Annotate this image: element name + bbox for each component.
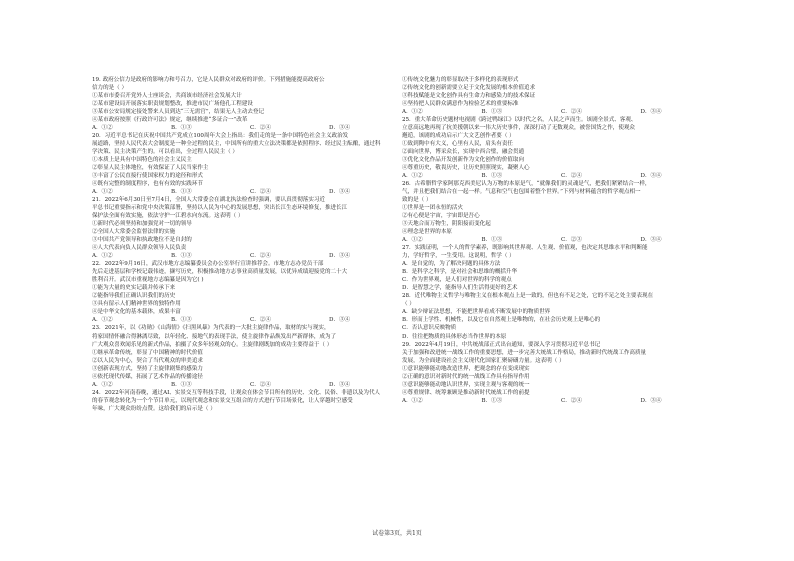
answer-option: B．①③ [171,317,192,324]
text-line: 将家国情怀融合得淋漓尽致，以年轻化、接地气的表现手法，使主旋律作品焕发出严新群体，成为了 [92,333,337,340]
text-line: ①意识能够能动地改造世界，把观念的存在变成现实 [402,365,530,372]
text-line: ①某市市委召开党外人士座谈会，共商该市经济社会发展大计 [92,93,242,100]
text-line: C．作为世界观，是人们对世界的科学的观点 [402,277,512,284]
text-line: ①能为大量的史实记载并传承下来 [92,285,176,292]
answer-option: A．①② [92,189,113,196]
text-line: ②能指导我们正确认识我们的历史 [92,293,176,300]
answer-option: A．①② [92,253,113,260]
text-line: 25．重大革命历史题材电视剧《跨过鸭绿江》以时代之名，人民之声而生。该剧全景式、客观、 [402,117,637,124]
answer-options [92,124,408,132]
answer-options [402,236,720,244]
answer-options [92,252,408,260]
text-line: ②某市建设局开展落实职责规划整改，推进市民广场他孔工程建设 [92,101,253,108]
text-line: 先后走进基层和学校记载伟迹，撷写历史，积极推动地方志事业高质量发展，以优异成绩迎接党的二十大 [92,269,348,276]
answer-option: A．①② [92,317,113,324]
text-line: 21．2022年6月30日至7月4日，全国人大常委会在湖北执法检查时强调，要认真贯彻落实习近 [92,197,325,204]
answer-options [92,381,408,389]
text-line: 立意高远地再现了抗美援朝以来一伟大历史事件，深深打动了无数观众，被誉国货之作，使观众 [402,125,635,132]
text-line: 22．2022年9月16日，武汉市地方志编纂委员会办公室举行宣讲推荐会。市地方志办党员干部 [92,261,324,268]
text-line: 关于加强和改进统一战线工作的重要思想，进一步完善大统战工作格局，推动新时代统战工作高质量 [402,349,647,356]
answer-option: B．①③ [481,109,503,116]
text-line: 致的是（ ） [402,197,432,204]
answer-option: A．①② [402,173,423,180]
answer-option: C．②④ [561,173,582,180]
text-line: ③优化文化作品开发创新作为文化创作的价值取向 [402,157,525,164]
answer-option: A．①② [402,237,423,244]
text-line: ①新时代必须坚持和加强党对一切的领导 [92,221,192,228]
answer-option: B．①③ [171,125,192,132]
text-line: （ ） [402,301,415,308]
text-line: 的春节观念转化为一个个节目单元，以现代观念和实景交互组合的方式进行节目场景化，让人穿越时空感受 [92,397,353,404]
text-line: ②正确的意识对新时代的统一战线工作具有指导作用 [402,373,530,380]
text-line: ③科技赋能是文化创作具有生命力和感染力的技术保证 [402,93,536,100]
answer-option: C．②④ [561,397,582,404]
text-line: 展道路，坚持人民代表大会制度是一种全过程的民主，中国所有的重大立法决策都是依照程序、经过民主酝酿，通过科 [92,141,381,148]
text-line: A．是自觉的，为了解决问题的具体方法 [402,261,501,268]
answer-option: B．①③ [171,253,192,260]
text-line: 发展，为全面建设社会主义现代化国家汇聚磅礴力量。这表明（ ） [402,357,565,364]
text-line: 28．近代唯物主义哲学与唯物主义在根本观点上是一致的，但也有不足之处，它的不足之处主要表现在 [402,293,654,300]
text-line: ④尊重规律、统筹兼顾是推动新时代统战工作的前提 [402,389,530,396]
answer-option: D．③④ [329,381,351,388]
text-line: A．缺少辩证法思想，不能把世界看成不断发展中的物质世界 [402,309,551,316]
answer-option: D．③④ [329,189,351,196]
text-line: ①传统文化魅力的彰显取决于多样化的表现形式 [402,77,519,83]
text-line: 学决策、民主决策产生的。可以看出，全过程人民民主（ ） [92,149,238,156]
answer-option: B．①③ [481,397,503,404]
text-line: B．是科学之科学，是对社会和思维的概括升华 [402,269,518,276]
text-line: ②以人民为中心，契合了当代观众的审美追求 [92,357,203,364]
text-line: C．否认意识反映物质 [402,325,457,332]
answer-option: C．②④ [250,317,271,324]
answer-option: D．③④ [640,173,662,180]
answer-option: B．①③ [481,173,503,180]
text-line: ②面向世界，博采众长，实现中西合璧，融会贯通 [402,149,525,156]
answer-option: A．①② [92,125,113,132]
answer-options [402,108,720,116]
answer-option: A．①② [402,109,423,116]
text-line: ④依托现代传媒，拓展了艺术作品的传播途径 [92,373,203,380]
text-line: ①本质上是具有中国特色的社会主义民主 [92,157,192,164]
text-line: 广大观众喜欢闻乐见的新式作品，拍摄了众多年轻观众的心。主旋律剧既加的成功主要得益于（ ） [92,341,333,348]
text-line: ④是中华文化的基本载体，成果丰富 [92,309,181,316]
text-line: 力，学好哲学，一生受用。这说明，哲学（ ） [402,253,515,260]
answer-option: B．①③ [481,237,503,244]
text-line: 20．习近平总书记在庆祝中国共产党成立100周年大会上指出：我们走的是一条中国特色社会主义政治发 [92,133,349,140]
text-line: ④理念是世界的本原 [402,229,452,236]
text-line: ①继承革命传统，彰显了中国精神的时代价值 [92,349,203,356]
text-line: ④坚持把人民群众满意作为检验艺术的重要标准 [402,101,519,108]
answer-option: C．②④ [250,125,271,132]
answer-option: D．③④ [640,397,662,404]
text-line: ③具有留示人们精神世界的独特作用 [92,301,181,308]
text-line: ③丰富了公民直接行使国家权力的途径和形式 [92,173,203,180]
text-line: ③创新表现方式，坚持了主旋律剧集的感染力 [92,365,203,372]
answer-option: D．③④ [329,125,351,132]
text-line: 信力的是（ ） [92,85,128,92]
text-line: B．形而上学性、机械性，以及它在自然观上是唯物的，在社会历史观上是唯心的 [402,317,601,324]
text-line: ②有心便是宇宙，宇宙即是吾心 [402,213,480,220]
text-line: ①致到陶中有大义，心里有人民，肩头有责任 [402,141,513,148]
text-line: ②传统文化的创新需要立足于文化发展的根本价值追求 [402,85,536,92]
text-line: 26．古希腊哲学家阿那克西美尼认为万物的本原是气，“就像我们的灵魂是气，把我们紧紧结合一样， [402,181,651,188]
answer-options [92,316,408,324]
answer-option: C．②④ [250,253,271,260]
text-line: ④某市政府按照《行政许可法》规定，继续推进“多证合一”改革 [92,117,248,124]
left-column [92,76,408,413]
answer-option: D．③④ [640,109,662,116]
answer-option: C．②③ [561,237,582,244]
text-line: ③某市公安局规定接处警来人员到达“三无需官”，结果无人主动去登记 [92,109,265,116]
text-line: ②全国人大常委会监督法律的实施 [92,229,176,236]
page-footer: 试卷第3页，共1页 [372,530,422,537]
text-line: ③意识能够能动地认识世界，实现主观与客观的统一 [402,381,530,388]
answer-options [402,172,720,180]
text-line: 年味，广大观众纷纷点赞。这给我们的启示是（ ） [92,405,216,412]
answer-option: A．①② [92,381,113,388]
answer-option: B．①③ [171,189,192,196]
text-line: ②彰显人民主体地位，有效保证了人民当家作主 [92,165,209,172]
text-line: 平总书记重要指示和党中央决策部署，坚持以人民为中心的发展思想，突出长江生态环境修复，推进长江 [92,205,348,212]
answer-option: C．②④ [250,381,271,388]
text-line: D．往往把物质的具体形态当作世界的本原 [402,333,507,340]
right-column [402,76,720,405]
text-line: ④尊重历史，敬畏历史，让历史照照现实，凝聚人心 [402,165,530,172]
text-line: ④人大代表向负人民群众领导人民负责 [92,245,187,252]
answer-option: D．③④ [640,237,662,244]
text-line: 邂逅，该剧的成功启示广大文艺创作者要（ ） [402,133,515,140]
answer-option: A．①② [402,397,423,404]
text-line: 保护法全面有效实施，依法守护一江碧水向东流。这表明（ ） [92,213,244,220]
text-line: 胜利召开。武汉市重视地方志编纂是因为它( ) [92,277,204,284]
text-line: ③天地合而万物生，阴阳接而变化起 [402,221,491,228]
text-line: D．是智慧之学，能指导人们生活得更好的艺术 [402,285,518,292]
text-line: 29．2022年4月19日，中共统战部正式出台通知，要深入学习贯彻习近平总书记 [402,341,601,348]
text-line: 24．2022年河南春晚，通过AI、实景交互等科技手段，让观众在体会节目所有的历史、文化、民俗、非遗以及为代人 [92,389,381,396]
answer-option: C．②④ [561,109,582,116]
answer-options [92,188,408,196]
answer-option: B．①③ [171,381,192,388]
answer-option: D．③④ [329,253,351,260]
answer-options [402,397,720,405]
text-line: 23．2021年，以《功勋》《山海情》《扫黑风暴》为代表的一大批主旋律作品，取材的实与现实， [92,325,330,332]
text-line: 27．实践证明，一个人的哲学素养，既影响其世界观、人生观、价值观，也决定其思维水平和判断能 [402,245,648,252]
text-line: ①世界是一团永恒的活火 [402,205,464,212]
answer-option: C．②④ [250,189,271,196]
text-line: ③中国共产党领导和执政地位不是自封的 [92,237,192,244]
text-line: 气，并且把我们结合在一起一样。气息和空气也包围着整个世界。”下列与材料蕴含的哲学观点相一 [402,189,641,196]
answer-option: D．③④ [329,317,351,324]
text-line: ④既有完整的制度程序，也有有效的实践环节 [92,181,203,188]
text-line: 19. 政府公信力是政府的影响力和号召力，它是人民群众对政府的评价。下列措施能提高政府公 [92,77,325,83]
